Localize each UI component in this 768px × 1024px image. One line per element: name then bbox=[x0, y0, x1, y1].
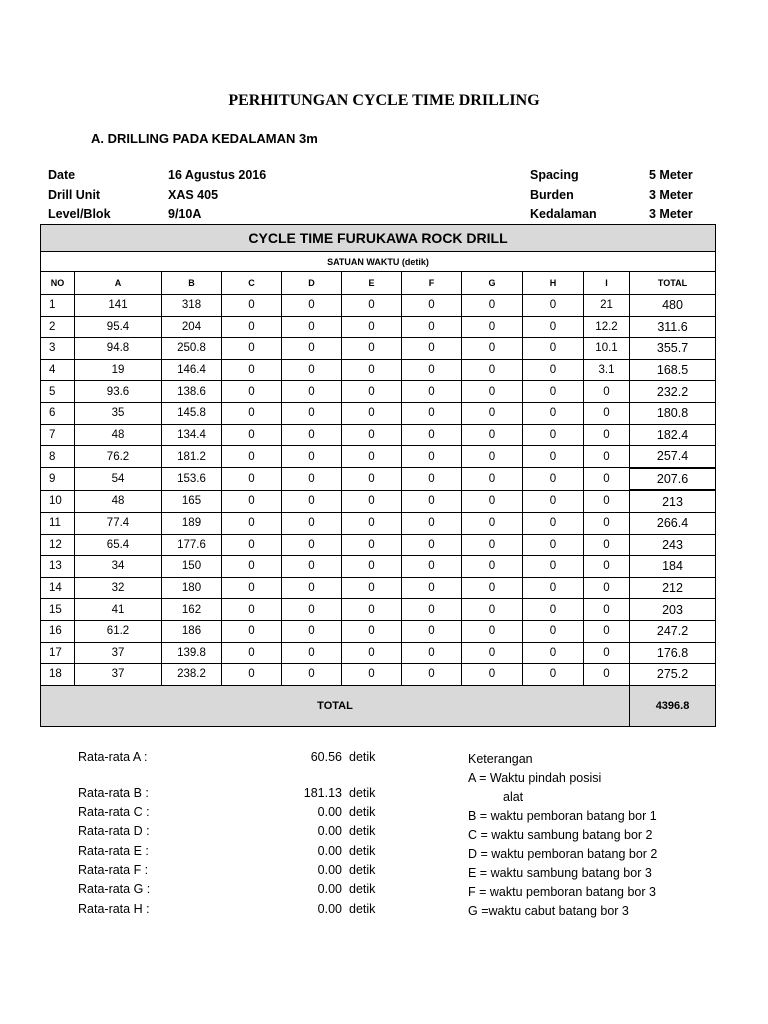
row-total-cell: 182.4 bbox=[630, 424, 716, 446]
average-unit: detik bbox=[349, 882, 376, 896]
row-number-cell: 15 bbox=[41, 599, 75, 621]
table-cell: 0 bbox=[462, 316, 523, 338]
table-cell: 0 bbox=[402, 424, 462, 446]
table-cell: 146.4 bbox=[162, 359, 222, 381]
row-total-cell: 243 bbox=[630, 534, 716, 556]
table-cell: 0 bbox=[282, 446, 342, 468]
column-header: G bbox=[462, 272, 523, 295]
average-value: 0.00 bbox=[317, 844, 342, 858]
row-number-cell: 4 bbox=[41, 359, 75, 381]
table-cell: 0 bbox=[584, 446, 630, 468]
notes-line: A = Waktu pindah posisi bbox=[468, 771, 602, 785]
table-cell: 21 bbox=[584, 295, 630, 317]
table-cell: 0 bbox=[462, 381, 523, 403]
table-cell: 0 bbox=[402, 295, 462, 317]
table-cell: 0 bbox=[523, 468, 584, 491]
table-cell: 0 bbox=[342, 599, 402, 621]
info-kedalaman-label: Kedalaman bbox=[530, 207, 597, 221]
average-unit: detik bbox=[349, 902, 376, 916]
notes-line: D = waktu pemboran batang bor 2 bbox=[468, 847, 658, 861]
row-number-cell: 2 bbox=[41, 316, 75, 338]
row-total-cell: 168.5 bbox=[630, 359, 716, 381]
average-value: 0.00 bbox=[317, 805, 342, 819]
column-header: I bbox=[584, 272, 630, 295]
table-row bbox=[41, 642, 716, 664]
table-cell: 0 bbox=[282, 316, 342, 338]
average-unit: detik bbox=[349, 863, 376, 877]
averages-block bbox=[78, 750, 390, 920]
info-right-labels bbox=[530, 166, 597, 225]
row-total-cell: 480 bbox=[630, 295, 716, 317]
notes-line: alat bbox=[503, 790, 524, 804]
info-date-value: 16 Agustus 2016 bbox=[168, 168, 267, 182]
table-cell: 0 bbox=[342, 316, 402, 338]
table-cell: 189 bbox=[162, 512, 222, 534]
notes-title: Keterangan bbox=[468, 752, 533, 766]
table-row bbox=[41, 556, 716, 578]
info-date-label: Date bbox=[48, 168, 76, 182]
table-cell: 0 bbox=[282, 381, 342, 403]
row-number-cell: 13 bbox=[41, 556, 75, 578]
table-cell: 0 bbox=[282, 642, 342, 664]
table-cell: 0 bbox=[222, 534, 282, 556]
average-value: 0.00 bbox=[317, 863, 342, 877]
table-cell: 0 bbox=[584, 556, 630, 578]
info-left-values bbox=[168, 166, 266, 225]
table-cell: 94.8 bbox=[75, 338, 162, 360]
row-total-cell: 180.8 bbox=[630, 402, 716, 424]
notes-line: B = waktu pemboran batang bor 1 bbox=[468, 809, 657, 823]
table-cell: 0 bbox=[462, 556, 523, 578]
table-cell: 0 bbox=[342, 295, 402, 317]
table-cell: 165 bbox=[162, 490, 222, 512]
table-cell: 250.8 bbox=[162, 338, 222, 360]
table-row bbox=[41, 620, 716, 642]
table-cell: 0 bbox=[342, 534, 402, 556]
table-cell: 3.1 bbox=[584, 359, 630, 381]
table-cell: 0 bbox=[282, 620, 342, 642]
table-cell: 0 bbox=[402, 534, 462, 556]
table-cell: 0 bbox=[282, 664, 342, 686]
column-header: TOTAL bbox=[630, 272, 716, 295]
table-cell: 177.6 bbox=[162, 534, 222, 556]
table-row bbox=[41, 664, 716, 686]
table-cell: 65.4 bbox=[75, 534, 162, 556]
table-cell: 180 bbox=[162, 577, 222, 599]
table-cell: 0 bbox=[342, 512, 402, 534]
table-cell: 0 bbox=[222, 295, 282, 317]
table-cell: 0 bbox=[222, 338, 282, 360]
table-cell: 0 bbox=[222, 316, 282, 338]
table-cell: 0 bbox=[342, 620, 402, 642]
table-cell: 0 bbox=[584, 402, 630, 424]
table-cell: 0 bbox=[462, 664, 523, 686]
table-cell: 0 bbox=[342, 642, 402, 664]
table-cell: 0 bbox=[342, 468, 402, 491]
column-header: H bbox=[523, 272, 584, 295]
total-label: TOTAL bbox=[41, 685, 630, 726]
table-cell: 41 bbox=[75, 599, 162, 621]
row-number-cell: 17 bbox=[41, 642, 75, 664]
row-total-cell: 311.6 bbox=[630, 316, 716, 338]
table-cell: 0 bbox=[402, 338, 462, 360]
table-cell: 0 bbox=[342, 359, 402, 381]
table-cell: 0 bbox=[462, 512, 523, 534]
table-cell: 32 bbox=[75, 577, 162, 599]
table-cell: 54 bbox=[75, 468, 162, 491]
row-number-cell: 1 bbox=[41, 295, 75, 317]
average-value: 0.00 bbox=[317, 902, 342, 916]
average-row bbox=[78, 882, 390, 901]
notes-line: G =waktu cabut batang bor 3 bbox=[468, 904, 629, 918]
row-total-cell: 176.8 bbox=[630, 642, 716, 664]
section-subtitle: A. DRILLING PADA KEDALAMAN 3m bbox=[91, 131, 318, 146]
row-number-cell: 12 bbox=[41, 534, 75, 556]
table-cell: 0 bbox=[402, 381, 462, 403]
table-cell: 0 bbox=[222, 468, 282, 491]
table-cell: 0 bbox=[523, 620, 584, 642]
table-cell: 12.2 bbox=[584, 316, 630, 338]
row-number-cell: 16 bbox=[41, 620, 75, 642]
table-cell: 0 bbox=[584, 664, 630, 686]
table-cell: 204 bbox=[162, 316, 222, 338]
row-number-cell: 11 bbox=[41, 512, 75, 534]
table-cell: 0 bbox=[282, 512, 342, 534]
table-cell: 145.8 bbox=[162, 402, 222, 424]
table-cell: 0 bbox=[342, 664, 402, 686]
table-cell: 0 bbox=[402, 512, 462, 534]
table-cell: 0 bbox=[523, 642, 584, 664]
row-total-cell: 257.4 bbox=[630, 446, 716, 468]
table-cell: 0 bbox=[222, 402, 282, 424]
table-cell: 95.4 bbox=[75, 316, 162, 338]
average-label: Rata-rata B : bbox=[78, 786, 149, 800]
table-cell: 0 bbox=[462, 402, 523, 424]
table-cell: 0 bbox=[584, 381, 630, 403]
row-number-cell: 18 bbox=[41, 664, 75, 686]
table-cell: 0 bbox=[523, 446, 584, 468]
table-cell: 34 bbox=[75, 556, 162, 578]
row-total-cell: 213 bbox=[630, 490, 716, 512]
table-cell: 0 bbox=[222, 512, 282, 534]
table-row bbox=[41, 424, 716, 446]
table-cell: 0 bbox=[402, 620, 462, 642]
row-number-cell: 5 bbox=[41, 381, 75, 403]
info-burden-label: Burden bbox=[530, 187, 574, 202]
table-cell: 0 bbox=[222, 577, 282, 599]
table-cell: 0 bbox=[584, 424, 630, 446]
table-cell: 0 bbox=[523, 599, 584, 621]
table-cell: 0 bbox=[523, 338, 584, 360]
average-label: Rata-rata G : bbox=[78, 882, 151, 896]
table-cell: 0 bbox=[342, 490, 402, 512]
table-cell: 0 bbox=[402, 316, 462, 338]
table-header-row bbox=[41, 272, 716, 295]
info-spacing-label: Spacing bbox=[530, 168, 579, 182]
table-cell: 0 bbox=[402, 359, 462, 381]
table-cell: 0 bbox=[584, 642, 630, 664]
table-unit-label: SATUAN WAKTU (detik) bbox=[41, 252, 716, 272]
average-row bbox=[78, 750, 390, 769]
table-cell: 0 bbox=[342, 446, 402, 468]
info-left-labels bbox=[48, 166, 111, 225]
info-spacing-value: 5 Meter bbox=[649, 168, 693, 182]
row-total-cell: 247.2 bbox=[630, 620, 716, 642]
average-label: Rata-rata C : bbox=[78, 805, 150, 819]
notes-block bbox=[468, 750, 657, 921]
table-row bbox=[41, 512, 716, 534]
table-cell: 134.4 bbox=[162, 424, 222, 446]
table-row bbox=[41, 599, 716, 621]
table-cell: 153.6 bbox=[162, 468, 222, 491]
table-row bbox=[41, 338, 716, 360]
table-cell: 48 bbox=[75, 490, 162, 512]
table-cell: 139.8 bbox=[162, 642, 222, 664]
table-cell: 150 bbox=[162, 556, 222, 578]
total-row bbox=[41, 685, 716, 726]
table-cell: 0 bbox=[342, 402, 402, 424]
average-row bbox=[78, 824, 390, 843]
average-row bbox=[78, 805, 390, 824]
table-cell: 0 bbox=[282, 577, 342, 599]
table-cell: 0 bbox=[342, 381, 402, 403]
table-cell: 0 bbox=[584, 534, 630, 556]
row-number-cell: 14 bbox=[41, 577, 75, 599]
table-cell: 0 bbox=[523, 490, 584, 512]
row-total-cell: 184 bbox=[630, 556, 716, 578]
table-cell: 0 bbox=[523, 316, 584, 338]
table-cell: 0 bbox=[282, 295, 342, 317]
row-number-cell: 6 bbox=[41, 402, 75, 424]
table-cell: 48 bbox=[75, 424, 162, 446]
table-row bbox=[41, 359, 716, 381]
table-cell: 0 bbox=[462, 468, 523, 491]
table-cell: 76.2 bbox=[75, 446, 162, 468]
table-cell: 0 bbox=[402, 446, 462, 468]
row-total-cell: 207.6 bbox=[630, 468, 716, 491]
row-number-cell: 7 bbox=[41, 424, 75, 446]
table-cell: 0 bbox=[222, 490, 282, 512]
table-cell: 0 bbox=[523, 577, 584, 599]
average-row bbox=[78, 863, 390, 882]
average-value: 181.13 bbox=[303, 786, 342, 800]
table-cell: 0 bbox=[584, 490, 630, 512]
table-cell: 0 bbox=[282, 490, 342, 512]
table-cell: 0 bbox=[523, 556, 584, 578]
table-cell: 0 bbox=[402, 556, 462, 578]
column-header: B bbox=[162, 272, 222, 295]
row-total-cell: 203 bbox=[630, 599, 716, 621]
table-cell: 0 bbox=[222, 381, 282, 403]
table-cell: 0 bbox=[523, 381, 584, 403]
table-cell: 181.2 bbox=[162, 446, 222, 468]
table-cell: 0 bbox=[222, 664, 282, 686]
table-cell: 0 bbox=[282, 338, 342, 360]
table-cell: 93.6 bbox=[75, 381, 162, 403]
table-cell: 19 bbox=[75, 359, 162, 381]
table-cell: 0 bbox=[342, 577, 402, 599]
row-total-cell: 266.4 bbox=[630, 512, 716, 534]
table-cell: 61.2 bbox=[75, 620, 162, 642]
table-cell: 0 bbox=[402, 599, 462, 621]
table-cell: 0 bbox=[462, 534, 523, 556]
table-cell: 0 bbox=[222, 424, 282, 446]
average-label: Rata-rata D : bbox=[78, 824, 150, 838]
table-row bbox=[41, 316, 716, 338]
table-cell: 0 bbox=[342, 338, 402, 360]
average-unit: detik bbox=[349, 786, 376, 800]
table-cell: 0 bbox=[462, 620, 523, 642]
table-cell: 0 bbox=[462, 446, 523, 468]
average-value: 0.00 bbox=[317, 824, 342, 838]
row-total-cell: 232.2 bbox=[630, 381, 716, 403]
average-label: Rata-rata A : bbox=[78, 750, 148, 764]
table-cell: 0 bbox=[402, 577, 462, 599]
table-cell: 0 bbox=[222, 446, 282, 468]
average-unit: detik bbox=[349, 824, 376, 838]
table-cell: 0 bbox=[584, 577, 630, 599]
table-cell: 0 bbox=[282, 402, 342, 424]
row-total-cell: 355.7 bbox=[630, 338, 716, 360]
table-row bbox=[41, 402, 716, 424]
row-total-cell: 275.2 bbox=[630, 664, 716, 686]
average-unit: detik bbox=[349, 844, 376, 858]
table-cell: 0 bbox=[523, 512, 584, 534]
row-total-cell: 212 bbox=[630, 577, 716, 599]
average-row bbox=[78, 902, 390, 921]
table-cell: 0 bbox=[462, 338, 523, 360]
table-cell: 0 bbox=[462, 424, 523, 446]
table-cell: 0 bbox=[222, 642, 282, 664]
table-cell: 37 bbox=[75, 642, 162, 664]
notes-line: E = waktu sambung batang bor 3 bbox=[468, 866, 652, 880]
column-header: F bbox=[402, 272, 462, 295]
table-cell: 0 bbox=[342, 556, 402, 578]
table-cell: 186 bbox=[162, 620, 222, 642]
average-unit: detik bbox=[349, 750, 376, 764]
average-value: 0.00 bbox=[317, 882, 342, 896]
table-title: CYCLE TIME FURUKAWA ROCK DRILL bbox=[41, 225, 716, 252]
info-right-values bbox=[649, 166, 693, 225]
table-cell: 0 bbox=[523, 295, 584, 317]
table-cell: 0 bbox=[342, 424, 402, 446]
table-cell: 0 bbox=[584, 512, 630, 534]
table-cell: 0 bbox=[584, 599, 630, 621]
table-cell: 0 bbox=[282, 534, 342, 556]
table-cell: 0 bbox=[584, 468, 630, 491]
table-cell: 0 bbox=[282, 359, 342, 381]
table-cell: 0 bbox=[462, 599, 523, 621]
table-cell: 138.6 bbox=[162, 381, 222, 403]
column-header: A bbox=[75, 272, 162, 295]
table-cell: 0 bbox=[282, 468, 342, 491]
table-cell: 0 bbox=[282, 424, 342, 446]
table-cell: 318 bbox=[162, 295, 222, 317]
table-cell: 0 bbox=[282, 556, 342, 578]
table-row bbox=[41, 295, 716, 317]
table-row bbox=[41, 534, 716, 556]
table-cell: 0 bbox=[222, 556, 282, 578]
page-title: PERHITUNGAN CYCLE TIME DRILLING bbox=[228, 92, 540, 109]
table-cell: 0 bbox=[523, 402, 584, 424]
info-level-value: 9/10A bbox=[168, 207, 202, 221]
table-row bbox=[41, 446, 716, 468]
table-cell: 35 bbox=[75, 402, 162, 424]
table-row bbox=[41, 490, 716, 512]
table-cell: 0 bbox=[584, 620, 630, 642]
average-label: Rata-rata F : bbox=[78, 863, 149, 877]
table-cell: 0 bbox=[402, 468, 462, 491]
average-unit: detik bbox=[349, 805, 376, 819]
table-cell: 0 bbox=[523, 424, 584, 446]
table-row bbox=[41, 381, 716, 403]
table-cell: 37 bbox=[75, 664, 162, 686]
table-cell: 0 bbox=[462, 359, 523, 381]
column-header: D bbox=[282, 272, 342, 295]
table-cell: 77.4 bbox=[75, 512, 162, 534]
table-cell: 0 bbox=[282, 599, 342, 621]
average-value: 60.56 bbox=[310, 750, 342, 764]
average-row bbox=[78, 786, 390, 805]
table-cell: 0 bbox=[222, 599, 282, 621]
info-burden-value: 3 Meter bbox=[649, 187, 693, 202]
cycle-time-table bbox=[40, 224, 716, 727]
table-cell: 0 bbox=[222, 620, 282, 642]
notes-line: F = waktu pemboran batang bor 3 bbox=[468, 885, 656, 899]
average-row bbox=[78, 844, 390, 863]
table-cell: 238.2 bbox=[162, 664, 222, 686]
table-cell: 0 bbox=[462, 642, 523, 664]
notes-line: C = waktu sambung batang bor 2 bbox=[468, 828, 653, 842]
table-cell: 0 bbox=[402, 402, 462, 424]
table-cell: 0 bbox=[402, 664, 462, 686]
table-cell: 0 bbox=[402, 490, 462, 512]
table-cell: 0 bbox=[402, 642, 462, 664]
table-cell: 0 bbox=[462, 490, 523, 512]
column-header: NO bbox=[41, 272, 75, 295]
table-cell: 0 bbox=[523, 664, 584, 686]
column-header: C bbox=[222, 272, 282, 295]
info-drill-unit-label: Drill Unit bbox=[48, 187, 101, 202]
row-number-cell: 9 bbox=[41, 468, 75, 491]
table-cell: 0 bbox=[523, 534, 584, 556]
table-cell: 0 bbox=[222, 359, 282, 381]
row-number-cell: 8 bbox=[41, 446, 75, 468]
table-cell: 0 bbox=[523, 359, 584, 381]
column-header: E bbox=[342, 272, 402, 295]
table-cell: 141 bbox=[75, 295, 162, 317]
table-cell: 0 bbox=[462, 295, 523, 317]
info-kedalaman-value: 3 Meter bbox=[649, 207, 693, 221]
table-cell: 162 bbox=[162, 599, 222, 621]
info-level-label: Level/Blok bbox=[48, 207, 111, 221]
table-row bbox=[41, 577, 716, 599]
info-drill-unit-value: XAS 405 bbox=[168, 187, 219, 202]
average-label: Rata-rata E : bbox=[78, 844, 149, 858]
grand-total-value: 4396.8 bbox=[630, 685, 716, 726]
row-number-cell: 10 bbox=[41, 490, 75, 512]
table-cell: 10.1 bbox=[584, 338, 630, 360]
row-number-cell: 3 bbox=[41, 338, 75, 360]
average-label: Rata-rata H : bbox=[78, 902, 150, 916]
table-row bbox=[41, 468, 716, 491]
table-cell: 0 bbox=[462, 577, 523, 599]
